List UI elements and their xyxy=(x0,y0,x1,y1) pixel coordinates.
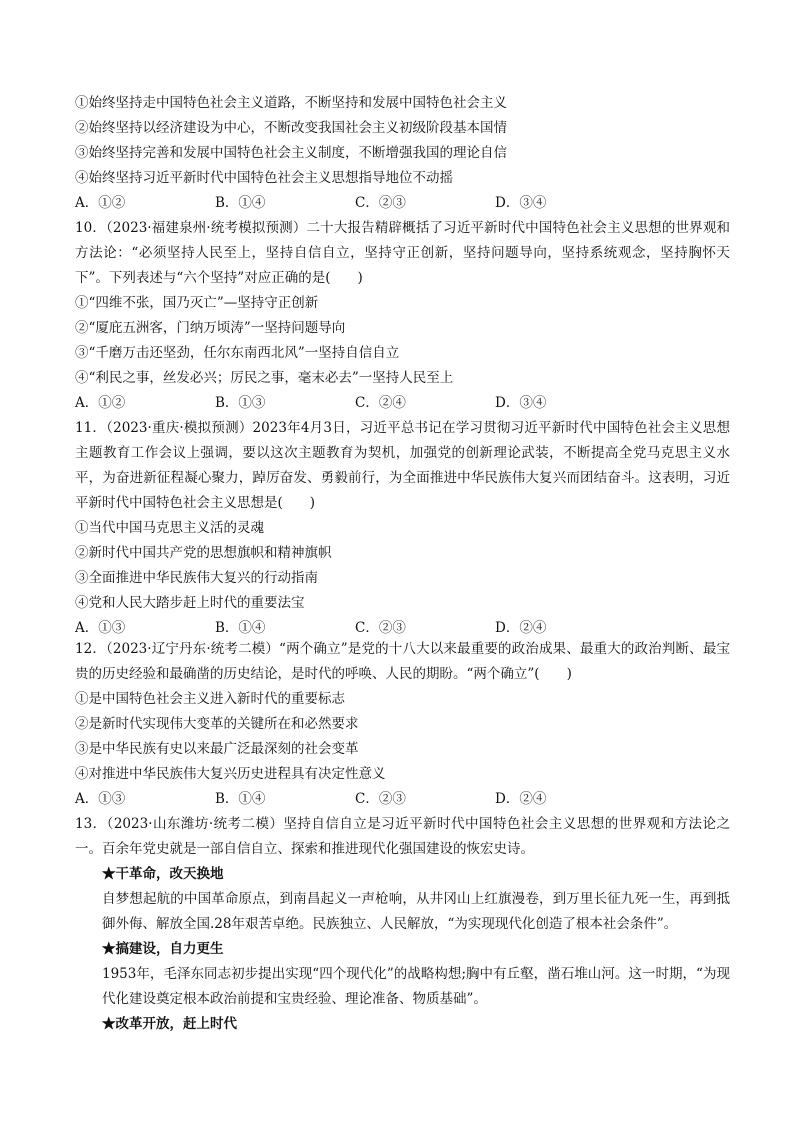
option-c: C．②③ xyxy=(355,195,406,211)
question-stem: 10．（2023·福建泉州·统考模拟预测）二十大报告精辟概括了习近平新时代中国特色社会主义思想的世界观和方法论：“必须坚持人民至上，坚持自信自立，坚持守正创新，坚持问题导向，坚持系统观念，坚持胸怀天下”。下列表述与“六个坚持”对应正确的是( ) xyxy=(75,220,730,286)
option-d: D．②④ xyxy=(495,791,547,807)
statement: ①“四维不张，国乃灭亡”—坚持守正创新 xyxy=(75,295,319,311)
section-paragraph: 1953年，毛泽东同志初步提出实现“四个现代化”的战略构想;胸中有丘壑，凿石堆山河。这一时期，“为现代化建设奠定根本政治前提和宝贵经验、理论准备、物质基础”。 xyxy=(102,966,730,1007)
statement: ③“千磨万击还坚劲，任尔东南西北风”一坚持自信自立 xyxy=(75,345,400,361)
option-b: B．①④ xyxy=(215,195,266,211)
statement: ①是中国特色社会主义进入新时代的重要标志 xyxy=(75,691,345,707)
option-d: D．③④ xyxy=(495,195,547,211)
statement: ③全面推进中华民族伟大复兴的行动指南 xyxy=(75,570,318,586)
statement: ②始终坚持以经济建设为中心，不断改变我国社会主义初级阶段基本国情 xyxy=(75,120,507,136)
question-stem: 11．（2023·重庆·模拟预测）2023年4月3日，习近平总书记在学习贯彻习近平新时代中国特色社会主义思想主题教育工作会议上强调，要以这次主题教育为契机，加强党的创新理论武装，不断提高全党马克思主义水平，为奋进新征程凝心聚力，踔厉奋发、勇毅前行，为全面推进中华民族伟大复兴而团结奋斗。这表明，习近平新时代中国特色社会主义思想是( ) xyxy=(75,420,730,511)
answer-options xyxy=(75,191,730,216)
statement: ①当代中国马克思主义活的灵魂 xyxy=(75,520,264,536)
question-10 xyxy=(75,216,730,416)
section-paragraph: 自梦想起航的中国革命原点，到南昌起义一声枪响，从井冈山上红旗漫卷，到万里长征九死一生，再到抵御外侮、解放全国.28年艰苦卓绝。民族独立、人民解放，“为实现现代化创造了根本社会条件”。 xyxy=(102,891,730,932)
statement: ②“厦庇五洲客，门纳万顷涛”一坚持问题导向 xyxy=(75,320,346,336)
question-stem: 12．（2023·辽宁丹东·统考二模）“两个确立”是党的十八大以来最重要的政治成果、最重大的政治判断、最宝贵的历史经验和最确凿的历史结论，是时代的呼唤、人民的期盼。“两个确立”( ) xyxy=(75,641,730,682)
question-11 xyxy=(75,416,730,641)
option-a: A．①② xyxy=(75,395,126,411)
statement: ④党和人民大踏步赶上时代的重要法宝 xyxy=(75,595,305,611)
answer-options xyxy=(75,391,730,416)
option-b: B．①④ xyxy=(215,791,266,807)
option-d: D．②④ xyxy=(495,620,547,636)
section-heading: ★搞建设，自力更生 xyxy=(102,941,224,957)
question-13 xyxy=(75,812,730,1037)
option-d: D．③④ xyxy=(495,395,547,411)
option-c: C．②③ xyxy=(355,791,406,807)
question-12 xyxy=(75,637,730,812)
option-c: C．②④ xyxy=(355,395,406,411)
option-b: B．①③ xyxy=(215,395,266,411)
statement: ③始终坚持完善和发展中国特色社会主义制度，不断增强我国的理论自信 xyxy=(75,145,507,161)
question-9 xyxy=(75,91,730,216)
statement: ②新时代中国共产党的思想旗帜和精神旗帜 xyxy=(75,545,332,561)
question-stem: 13．（2023·山东潍坊·统考二模）坚持自信自立是习近平新时代中国特色社会主义思想的世界观和方法论之一。百余年党史就是一部自信自立、探索和推进现代化强国建设的恢宏史诗。 xyxy=(75,816,730,857)
option-a: A．①③ xyxy=(75,620,126,636)
section-heading: ★干革命，改天换地 xyxy=(102,866,224,882)
answer-options xyxy=(75,787,730,812)
section-heading: ★改革开放，赶上时代 xyxy=(102,1016,237,1032)
statement: ②是新时代实现伟大变革的关键所在和必然要求 xyxy=(75,716,359,732)
option-b: B．①④ xyxy=(215,620,266,636)
statement: ④“利民之事，丝发必兴；厉民之事，毫末必去”一坚持人民至上 xyxy=(75,370,454,386)
statement: ③是中华民族有史以来最广泛最深刻的社会变革 xyxy=(75,741,359,757)
statement: ①始终坚持走中国特色社会主义道路，不断坚持和发展中国特色社会主义 xyxy=(75,95,507,111)
statement: ④始终坚持习近平新时代中国特色社会主义思想指导地位不动摇 xyxy=(75,170,453,186)
statement: ④对推进中华民族伟大复兴历史进程具有决定性意义 xyxy=(75,766,386,782)
option-a: A．①② xyxy=(75,195,126,211)
option-c: C．②③ xyxy=(355,620,406,636)
option-a: A．①③ xyxy=(75,791,126,807)
